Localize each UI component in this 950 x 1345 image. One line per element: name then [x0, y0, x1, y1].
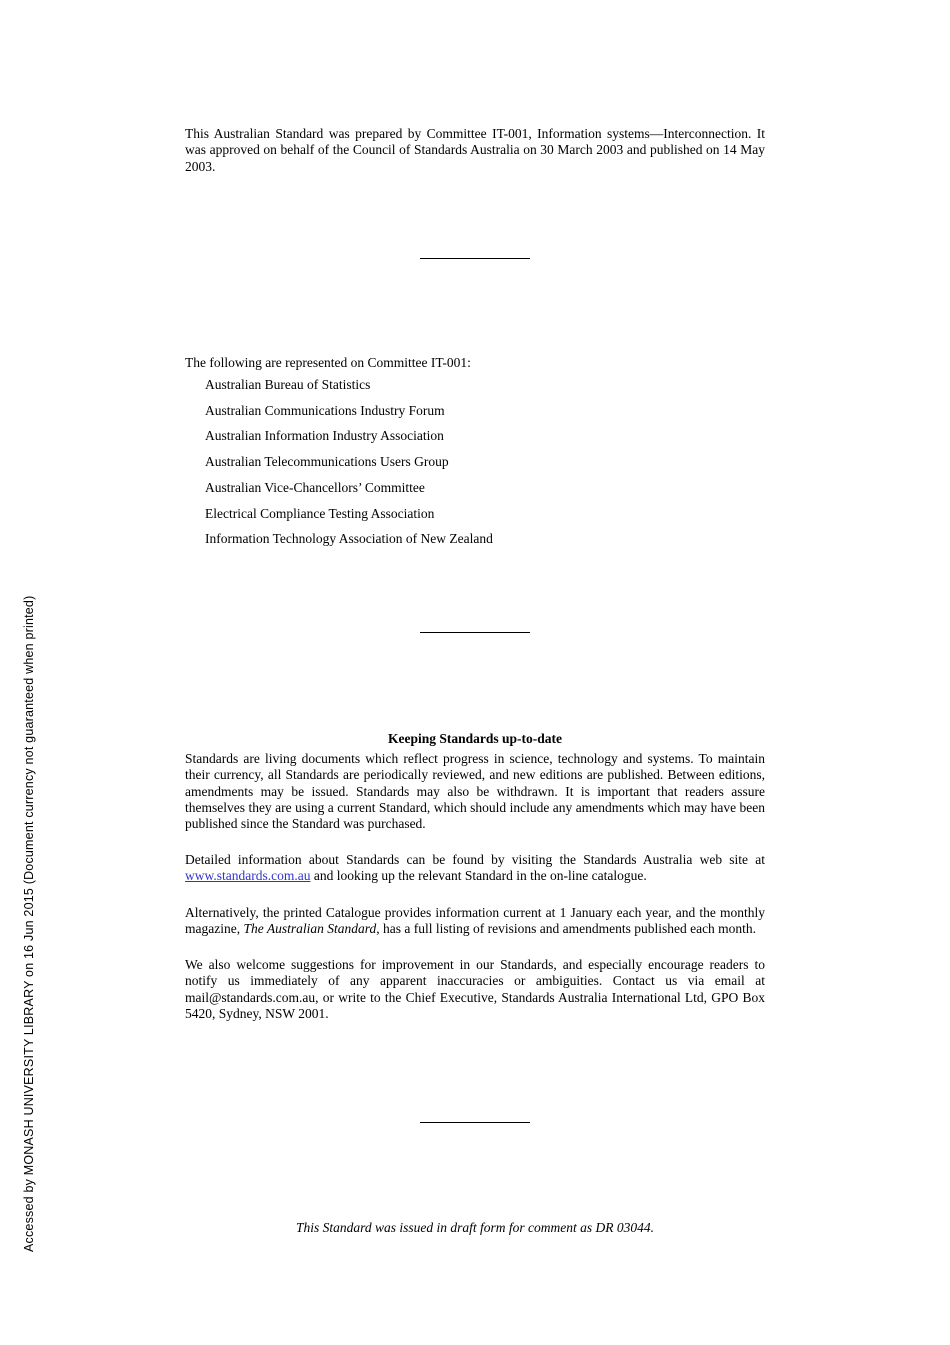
committee-member-item: Australian Vice-Chancellors’ Committee — [205, 479, 425, 495]
standards-info-text-before: Detailed information about Standards can be found by visiting the Standards Australia web site at — [185, 852, 765, 867]
draft-comment-note: This Standard was issued in draft form for comment as DR 03044. — [295, 1220, 655, 1235]
divider-rule-top — [420, 258, 530, 259]
catalogue-text-after: , has a full listing of revisions and amendments published each month. — [376, 921, 757, 937]
standards-website-link[interactable]: www.standards.com.au — [185, 868, 311, 884]
divider-rule-middle — [420, 632, 530, 633]
committee-member-item: Australian Information Industry Association — [205, 428, 444, 444]
standards-info-text-after: and looking up the relevant Standard in the on-line catalogue. — [310, 868, 647, 884]
keeping-standards-heading: Keeping Standards up-to-date — [387, 731, 563, 746]
standards-currency-paragraph: Standards are living documents which reflect progress in science, technology and systems. To maintain their currency, all Standards are periodically reviewed, and new editions are published. Between editions, amendments may be issued. Standards may also be withdrawn. It is important that readers assure themselves they are using a current Standard, which should include any amendments which may have been published since the Standard was purchased. — [185, 751, 765, 832]
committee-member-item: Electrical Compliance Testing Association — [205, 505, 435, 521]
committee-member-item: Information Technology Association of New Zealand — [205, 531, 493, 547]
magazine-title-italic: The Australian Standard — [243, 921, 377, 937]
divider-rule-bottom — [420, 1122, 530, 1123]
committee-member-list — [205, 378, 765, 558]
catalogue-text-before: Alternatively, the printed Catalogue provides information current at 1 January each year, and the monthly magazine, — [185, 905, 765, 937]
intro-paragraph: This Australian Standard was prepared by Committee IT-001, Information systems—Interconnection. It was approved on behalf of the Council of Standards Australia on 30 March 2003 and published on 14 May 2003. — [185, 126, 765, 174]
committee-member-item: Australian Bureau of Statistics — [205, 377, 371, 392]
committee-member-item: Australian Communications Industry Forum — [205, 402, 445, 418]
committee-heading: The following are represented on Committee IT-001: — [185, 355, 471, 370]
standards-info-paragraph — [185, 852, 765, 885]
sidebar-access-note: Accessed by MONASH UNIVERSITY LIBRARY on 16 Jun 2015 (Document currency not guaranteed when printed) — [22, 595, 36, 1252]
catalogue-paragraph — [185, 905, 765, 938]
feedback-paragraph: We also welcome suggestions for improvement in our Standards, and especially encourage readers to notify us immediately of any apparent inaccuracies or ambiguities. Contact us via email at mail@standards.com.au, or write to the Chief Executive, Standards Australia International Ltd, GPO Box 5420, Sydney, NSW 2001. — [185, 957, 765, 1021]
committee-member-item: Australian Telecommunications Users Group — [205, 454, 449, 470]
